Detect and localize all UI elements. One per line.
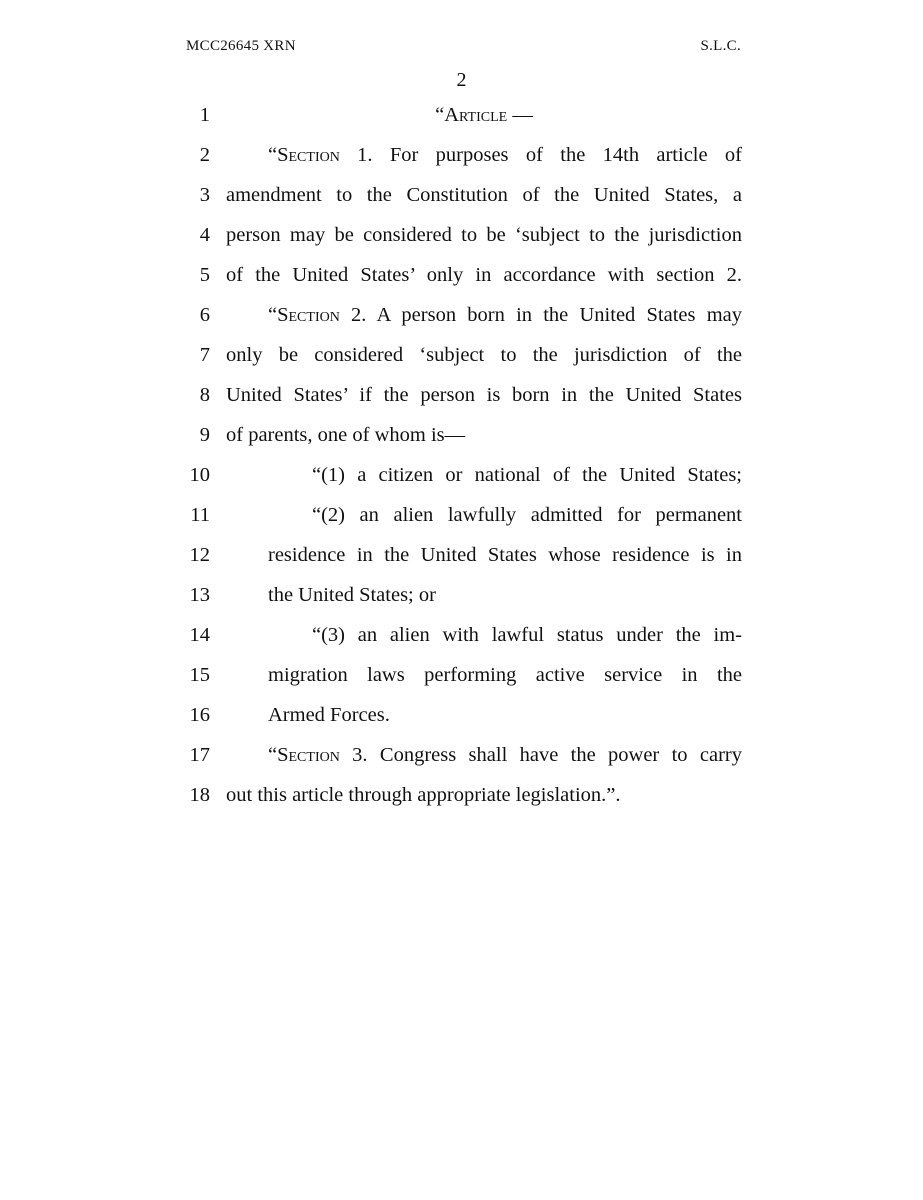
line-number: 6 <box>199 304 210 326</box>
text-line <box>0 784 923 824</box>
text-line <box>0 464 923 504</box>
paragraph-1-text: “(1) a citizen or national of the United States; <box>312 464 742 486</box>
text-line <box>0 104 923 144</box>
text-line <box>0 144 923 184</box>
line-text: the United States; or <box>268 584 436 606</box>
line-number: 1 <box>199 104 210 126</box>
text-line <box>0 664 923 704</box>
section-label: Section <box>277 744 340 766</box>
document-id: MCC26645 XRN <box>186 38 296 54</box>
line-text: only be considered ‘subject to the jurisdiction of the <box>226 344 742 366</box>
line-text: migration laws performing active service in the <box>268 664 742 686</box>
text-line <box>0 744 923 784</box>
text-line <box>0 544 923 584</box>
line-text: of the United States’ only in accordance with section 2. <box>226 264 742 286</box>
section-label: Section <box>277 304 340 326</box>
line-number: 5 <box>199 264 210 286</box>
text-line <box>0 304 923 344</box>
line-number: 3 <box>199 184 210 206</box>
section-text: 3. Congress shall have the power to carry <box>339 744 742 766</box>
line-number: 8 <box>199 384 210 406</box>
line-number: 11 <box>190 504 210 526</box>
line-text: of parents, one of whom is— <box>226 424 466 446</box>
text-line <box>0 424 923 464</box>
text-line <box>0 504 923 544</box>
section-2-text <box>268 304 742 327</box>
line-text: Armed Forces. <box>268 704 390 726</box>
line-text: person may be considered to be ‘subject to the jurisdiction <box>226 224 742 246</box>
text-line <box>0 184 923 224</box>
line-number: 10 <box>189 464 210 486</box>
section-text: 2. A person born in the United States may <box>339 304 742 326</box>
line-number: 2 <box>199 144 210 166</box>
paragraph-3-text: “(3) an alien with lawful status under the im- <box>312 624 742 646</box>
article-heading: “Article — <box>435 104 533 126</box>
text-line <box>0 264 923 304</box>
line-number: 16 <box>189 704 210 726</box>
line-number: 7 <box>199 344 210 366</box>
line-text: United States’ if the person is born in the United States <box>226 384 742 406</box>
section-3-text <box>268 744 742 767</box>
text-line <box>0 704 923 744</box>
open-quote: “ <box>268 144 278 166</box>
line-text: amendment to the Constitution of the United States, a <box>226 184 742 206</box>
line-number: 9 <box>199 424 210 446</box>
page-number: 2 <box>456 69 467 91</box>
text-line <box>0 384 923 424</box>
section-1-text <box>268 144 742 167</box>
line-number: 12 <box>189 544 210 566</box>
text-line <box>0 584 923 624</box>
open-quote: “ <box>268 744 278 766</box>
line-text: residence in the United States whose residence is in <box>268 544 742 566</box>
section-text: 1. For purposes of the 14th article of <box>339 144 742 166</box>
line-number: 15 <box>189 664 210 686</box>
section-label: Section <box>277 144 340 166</box>
text-line <box>0 224 923 264</box>
line-number: 13 <box>189 584 210 606</box>
line-number: 17 <box>189 744 210 766</box>
line-number: 18 <box>189 784 210 806</box>
paragraph-2-text: “(2) an alien lawfully admitted for permanent <box>312 504 742 526</box>
open-quote: “ <box>268 304 278 326</box>
line-text: out this article through appropriate legislation.”. <box>226 784 621 806</box>
office-code: S.L.C. <box>700 38 741 54</box>
text-line <box>0 344 923 384</box>
line-number: 4 <box>199 224 210 246</box>
line-number: 14 <box>189 624 210 646</box>
text-line <box>0 624 923 664</box>
